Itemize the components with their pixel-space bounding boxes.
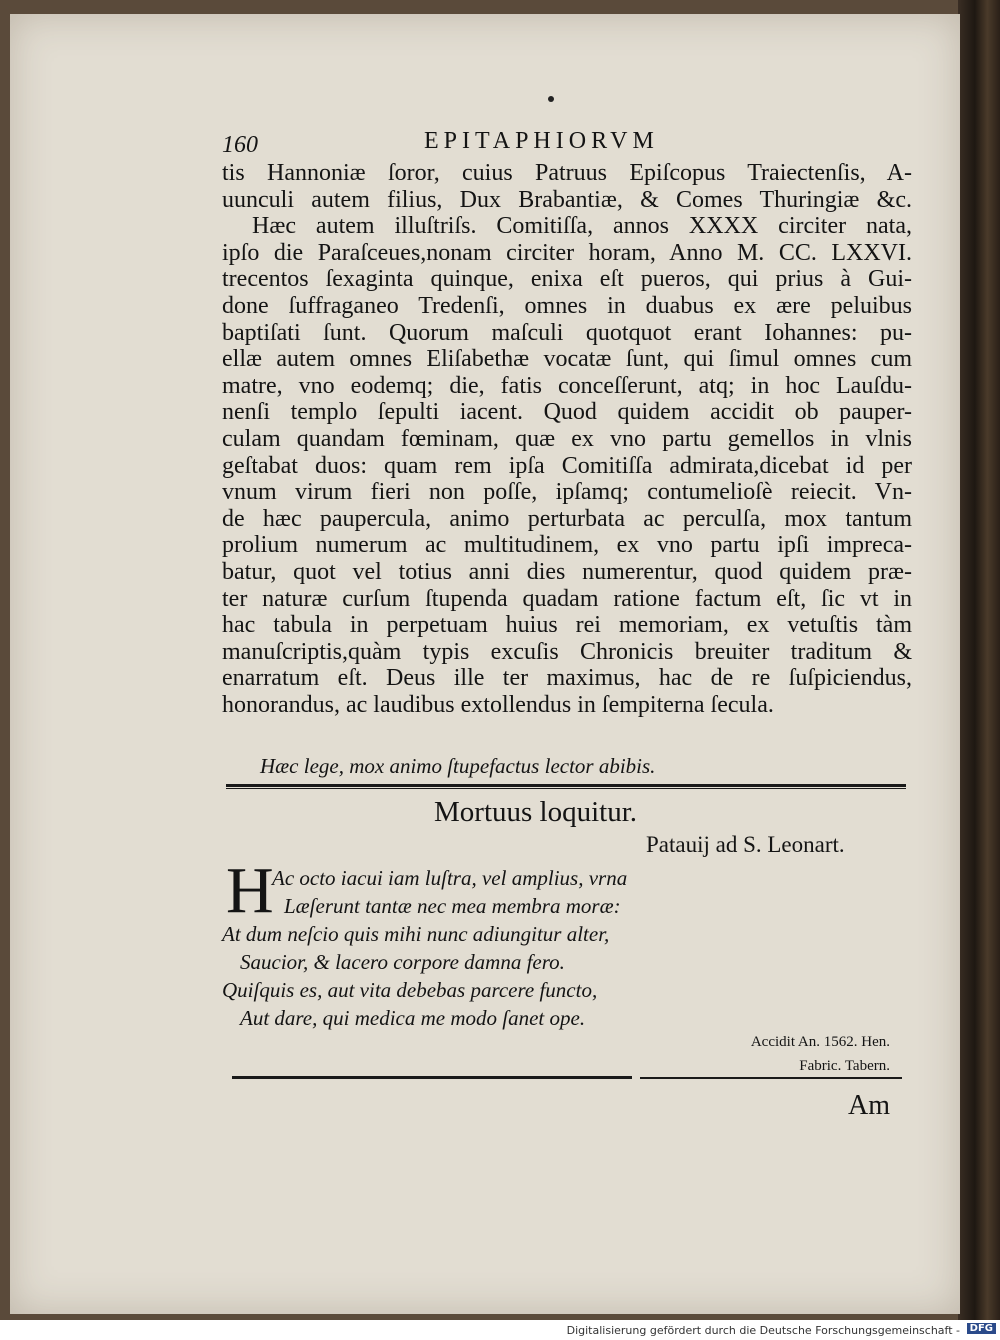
body-line: done ſuffraganeo Tredenſi, omnes in duabus ex ære peluibus — [222, 292, 912, 319]
verse-line: Aut dare, qui medica me modo ſanet ope. — [240, 1006, 586, 1030]
verse-line: At dum neſcio quis mihi nunc adiungitur alter, — [222, 922, 610, 946]
body-line: honorandus, ac laudibus extollendus in ſempiterna ſecula. — [222, 691, 774, 718]
body-line: uunculi autem filius, Dux Brabantiæ, & Comes Thuringiæ &c. — [222, 186, 912, 213]
footer-text: Digitalisierung gefördert durch die Deutsche Forschungsgemeinschaft - — [566, 1324, 960, 1337]
divider-rule — [640, 1077, 902, 1079]
verse-line: Læſerunt tantæ nec mea membra moræ: — [284, 894, 621, 918]
source-line: Fabric. Tabern. — [799, 1058, 890, 1074]
epitaph-title: Mortuus loquitur. — [434, 796, 638, 828]
body-line: baptiſati ſunt. Quorum maſculi quotquot erant Iohannes: pu- — [222, 319, 912, 346]
page-edge — [958, 0, 1000, 1320]
body-line: batur, quot vel totius anni dies numerentur, quod quidem præ- — [222, 558, 912, 585]
epitaph-location: Patauij ad S. Leonart. — [646, 832, 845, 857]
dfg-logo: DFG — [967, 1323, 996, 1334]
drop-cap: H — [226, 854, 274, 927]
body-line: de hæc paupercula, animo perturbata ac perculſa, mox tantum — [222, 505, 912, 532]
catchword: Am — [848, 1090, 890, 1121]
body-line: ter naturæ curſum ſtupenda quadam ratione factum eſt, ſic vt in — [222, 585, 912, 612]
epitaph-verse — [222, 864, 682, 1032]
page-number: 160 — [222, 132, 258, 158]
divider-rule — [226, 788, 906, 789]
source-line: Accidit An. 1562. Hen. — [750, 1034, 890, 1050]
footer — [0, 1320, 1000, 1340]
body-line: ellæ autem omnes Eliſabethæ vocatæ ſunt, qui ſimul omnes cum — [222, 346, 912, 373]
body-line: enarratum eſt. Deus ille ter maximus, hac de re ſuſpiciendus, — [222, 665, 912, 692]
body-line: prolium numerum ac multitudinem, ex vno partu ipſi impreca- — [222, 532, 912, 559]
epitaph-source — [640, 1030, 890, 1078]
verse-line: Ac octo iacui iam luſtra, vel amplius, vrna — [272, 866, 628, 890]
body-line: tis Hannoniæ ſoror, cuius Patruus Epiſcopus Traiectenſis, A- — [222, 160, 912, 186]
body-line: matre, vno eodemq; die, fatis conceſſerunt, atq; in hoc Lauſdu- — [222, 372, 912, 399]
page-header — [222, 128, 902, 164]
body-line: ipſo die Paraſceues,nonam circiter horam, Anno M. CC. LXXVI. — [222, 239, 912, 266]
body-line: manuſcriptis,quàm typis excuſis Chronicis breuiter traditum & — [222, 638, 912, 665]
body-text — [222, 160, 912, 718]
verse-line: Saucior, & lacero corpore damna fero. — [240, 950, 565, 974]
body-line: nenſi templo ſepulti iacent. Quod quidem accidit ob pauper- — [222, 399, 912, 426]
body-line: trecentos ſexaginta quinque, enixa eſt pueros, qui prius à Gui- — [222, 266, 912, 293]
divider-rule — [232, 1076, 632, 1079]
body-line: Hæc autem illuſtriſs. Comitiſſa, annos XXXX circiter nata, — [252, 213, 912, 240]
body-line: geſtabat duos: quam rem ipſa Comitiſſa admirata,dicebat id per — [222, 452, 912, 479]
caption: Hæc lege, mox animo ſtupefactus lector abibis. — [260, 754, 656, 778]
running-title: EPITAPHIORVM — [424, 128, 659, 154]
divider-rule — [226, 784, 906, 787]
body-line: vnum virum fieri non poſſe, ipſamq; contumelioſè reiecit. Vn- — [222, 479, 912, 506]
ink-dot — [548, 96, 554, 102]
verse-line: Quiſquis es, aut vita debebas parcere functo, — [222, 978, 598, 1002]
body-line: hac tabula in perpetuam huius rei memoriam, ex vetuſtis tàm — [222, 612, 912, 639]
body-line: culam quandam fœminam, quæ ex vno partu gemellos in vlnis — [222, 425, 912, 452]
